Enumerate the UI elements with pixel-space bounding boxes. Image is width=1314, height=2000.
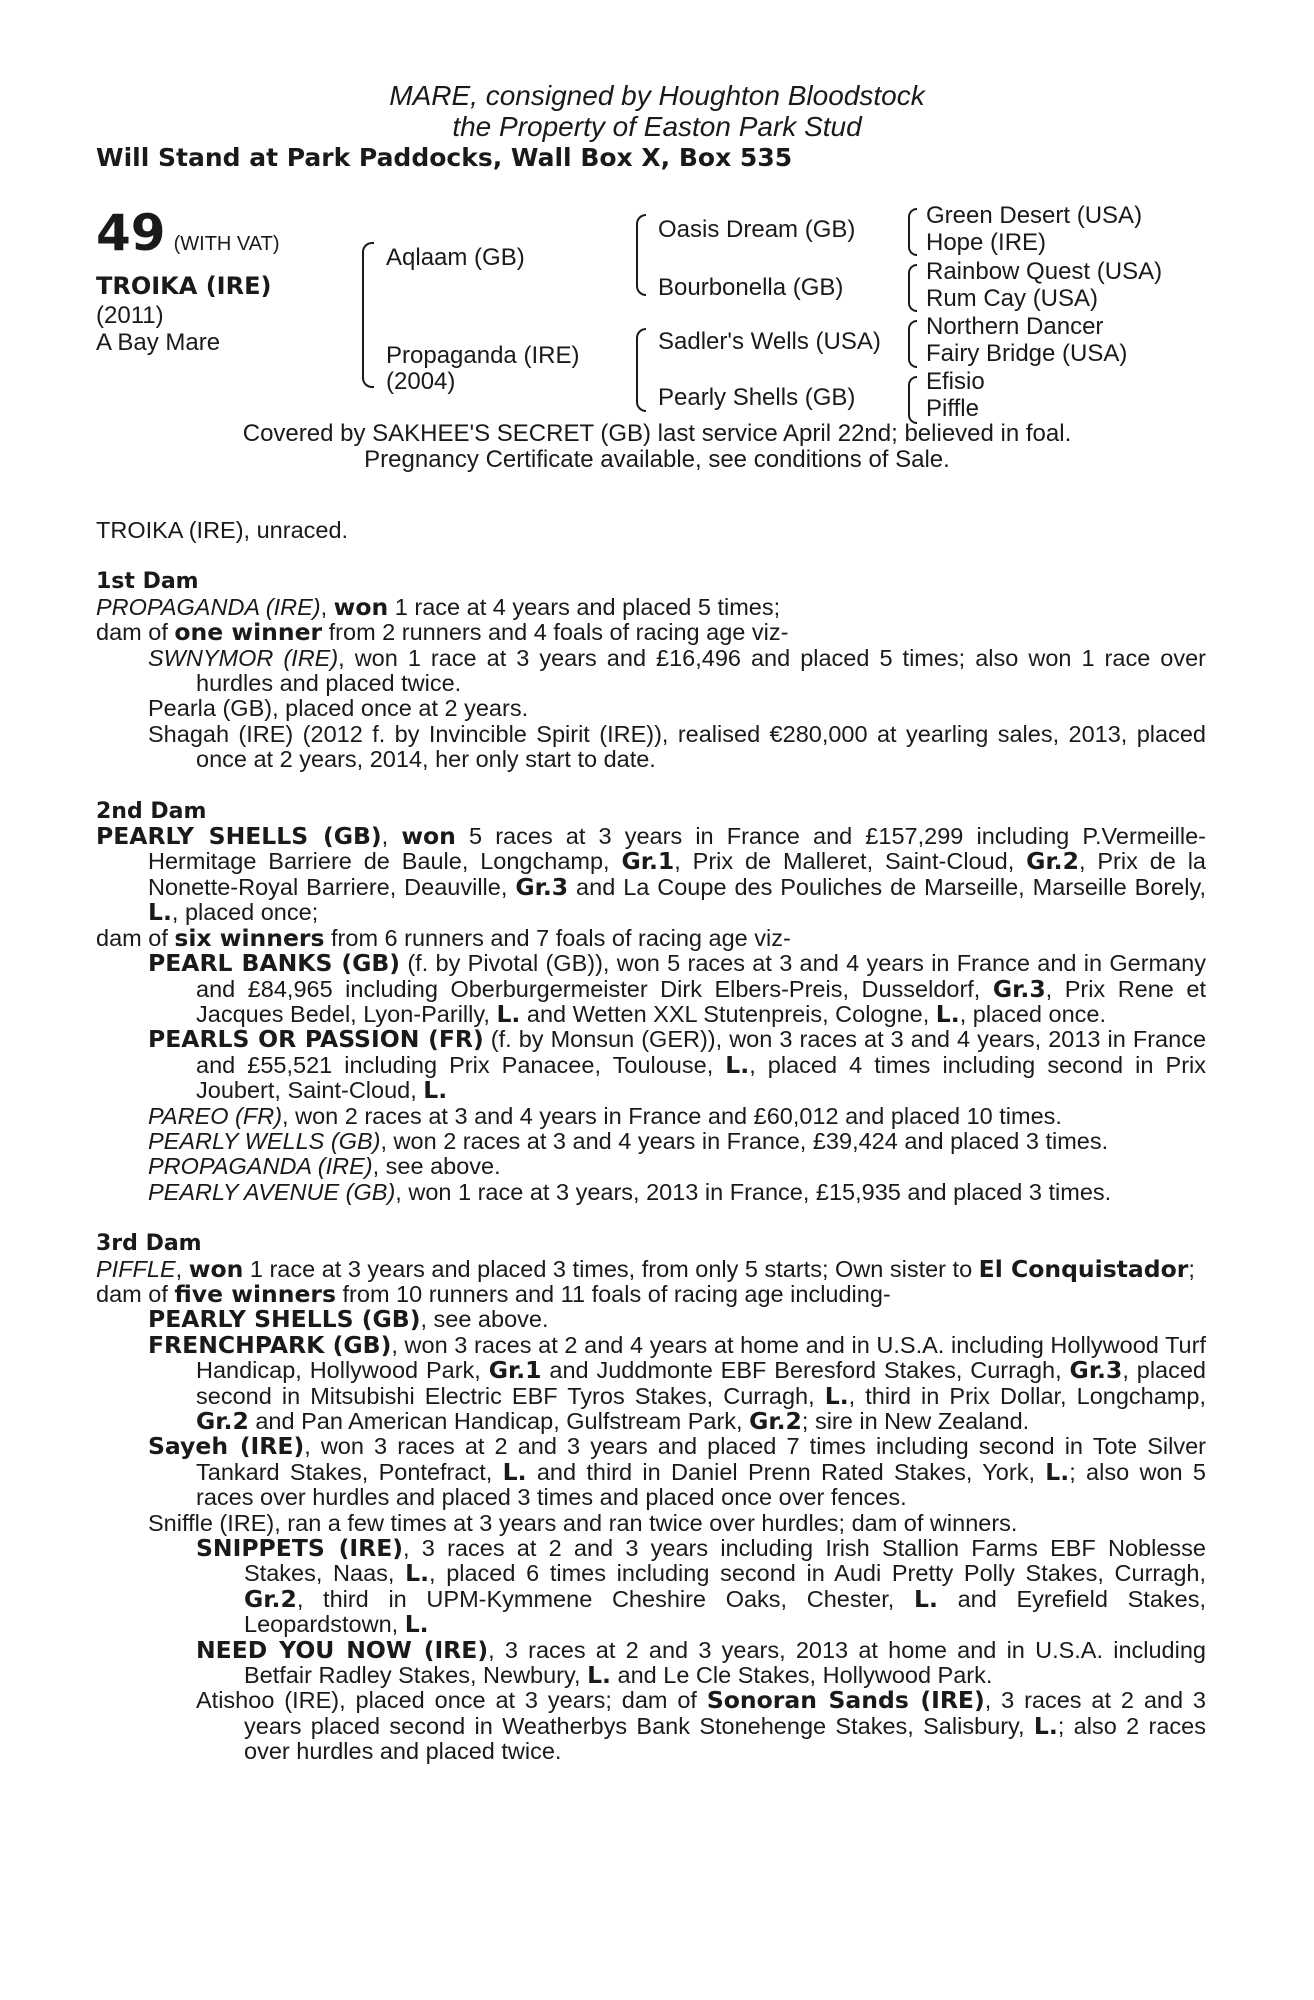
pedigree-brace-3c	[908, 320, 917, 368]
covered-line: Covered by SAKHEE'S SECRET (GB) last service April 22nd; believed in foal.	[242, 420, 1072, 447]
dam3-record: PIFFLE, won 1 race at 3 years and placed 3 times, from only 5 starts; Own sister to El Conquistador;	[96, 1254, 1195, 1283]
dam1-foal-2: Pearla (GB), placed once at 2 years.	[148, 695, 529, 722]
lot-number: 49	[96, 204, 166, 262]
dam2-foal-1: PEARL BANKS (GB) (f. by Pivotal (GB)), won 5 races at 3 and 4 years in France and in Germany and £84,965 including Oberburgermeister Dirk Elbers-Preis, Dusseldorf, Gr.3, Prix Rene et Jacques Bedel, Lyon-Parilly, L. and Wetten XXL Stutenpreis, Cologne, L., placed once.	[148, 949, 1206, 1028]
pedigree-dam-year: (2004)	[386, 368, 456, 395]
dam3-foal-5: Atishoo (IRE), placed once at 3 years; dam of Sonoran Sands (IRE), 3 races at 2 and 3 years placed second in Weatherbys Bank Stonehenge Stakes, Salisbury, L.; also 2 races over hurdles and placed twice.	[196, 1686, 1206, 1765]
unraced-line: TROIKA (IRE), unraced.	[96, 517, 349, 543]
dam1-produce: dam of one winner from 2 runners and 4 foals of racing age viz-	[96, 618, 789, 647]
dam3-foal-1: PEARLY SHELLS (GB), see above.	[148, 1305, 549, 1334]
location-line: Will Stand at Park Paddocks, Wall Box X, Box 535	[96, 143, 793, 172]
pedigree-sire: Aqlaam (GB)	[386, 244, 525, 271]
pedigree-brace-2b	[636, 328, 646, 412]
dam2-record: PEARLY SHELLS (GB), won 5 races at 3 years in France and £157,299 including P.Vermeille-Hermitage Barriere de Baule, Longchamp, Gr.1, Prix de Malleret, Saint-Cloud, Gr.2, Prix de la Nonette-Royal Barriere, Deauville, Gr.3 and La Coupe des Pouliches de Marseille, Marseille Borely, L., placed once;	[96, 822, 1207, 927]
pedigree-dss: Northern Dancer	[926, 313, 1104, 340]
pedigree-sss: Green Desert (USA)	[926, 202, 1143, 229]
pedigree-brace-3d	[908, 376, 917, 424]
property-line: the Property of Easton Park Stud	[452, 111, 862, 142]
dam2-foal-6: PEARLY AVENUE (GB), won 1 race at 3 years, 2013 in France, £15,935 and placed 3 times.	[148, 1178, 1112, 1205]
dam3-granddaughter-1: SNIPPETS (IRE), 3 races at 2 and 3 years including Irish Stallion Farms EBF Noblesse Stakes, Naas, L., placed 6 times including second in Audi Pretty Polly Stakes, Curragh, Gr.2, third in UPM-Kymmene Cheshire Oaks, Chester, L. and Eyrefield Stakes, Leopardstown, L.	[196, 1534, 1206, 1639]
dam3-foal-4: Sniffle (IRE), ran a few times at 3 years and ran twice over hurdles; dam of winners.	[148, 1509, 1018, 1536]
dam3-heading: 3rd Dam	[96, 1231, 202, 1257]
horse-name: TROIKA (IRE)	[96, 272, 272, 300]
dam1-record: PROPAGANDA (IRE), won 1 race at 4 years and placed 5 times;	[96, 592, 781, 621]
pedigree-dds: Efisio	[926, 368, 985, 395]
pedigree-brace-1	[362, 242, 374, 388]
dam3-produce: dam of five winners from 10 runners and 11 foals of racing age including-	[96, 1279, 891, 1308]
consignor-line: MARE, consigned by Houghton Bloodstock	[389, 80, 925, 111]
dam2-foal-2: PEARLS OR PASSION (FR) (f. by Monsun (GER)), won 3 races at 3 and 4 years, 2013 in France and £55,521 including Prix Panacee, Toulouse, L., placed 4 times including second in Prix Joubert, Saint-Cloud, L.	[148, 1025, 1207, 1105]
dam2-produce: dam of six winners from 6 runners and 7 foals of racing age viz-	[96, 923, 791, 952]
pedigree-brace-3a	[908, 208, 917, 256]
pregnancy-line: Pregnancy Certificate available, see conditions of Sale.	[364, 446, 950, 473]
dam3-granddaughter-2: NEED YOU NOW (IRE), 3 races at 2 and 3 years, 2013 at home and in U.S.A. including Betfair Radley Stakes, Newbury, L. and Le Cle Stakes, Hollywood Park.	[196, 1635, 1206, 1690]
foaling-year: (2011)	[96, 302, 164, 329]
pedigree-sire-dam: Bourbonella (GB)	[658, 274, 844, 301]
pedigree-dam-dam: Pearly Shells (GB)	[658, 384, 856, 411]
pedigree-dsd: Fairy Bridge (USA)	[926, 340, 1128, 367]
pedigree-dam: Propaganda (IRE)	[386, 342, 580, 369]
pedigree-sds: Rainbow Quest (USA)	[926, 258, 1163, 285]
dam2-heading: 2nd Dam	[96, 798, 207, 824]
pedigree-brace-3b	[908, 264, 917, 312]
dam1-foal-3: Shagah (IRE) (2012 f. by Invincible Spirit (IRE)), realised €280,000 at yearling sales, 2013, placed once at 2 years, 2014, her only start to date.	[148, 720, 1206, 773]
dam3-foal-2: FRENCHPARK (GB), won 3 races at 2 and 4 years at home and in U.S.A. including Hollywood Turf Handicap, Hollywood Park, Gr.1 and Juddmonte EBF Beresford Stakes, Curragh, Gr.3, placed second in Mitsubishi Electric EBF Tyros Stakes, Curragh, L., third in Prix Dollar, Longchamp, Gr.2 and Pan American Handicap, Gulfstream Park, Gr.2; sire in New Zealand.	[148, 1330, 1206, 1435]
pedigree-brace-2a	[636, 214, 646, 296]
lot-number-block	[96, 204, 280, 262]
pedigree-sdd: Rum Cay (USA)	[926, 285, 1099, 312]
pedigree-ssd: Hope (IRE)	[926, 229, 1047, 256]
dam2-foal-3: PAREO (FR), won 2 races at 3 and 4 years in France and £60,012 and placed 10 times.	[148, 1102, 1062, 1129]
dam1-heading: 1st Dam	[96, 569, 199, 595]
pedigree-dam-sire: Sadler's Wells (USA)	[658, 328, 881, 355]
produce-record	[96, 518, 1206, 1765]
vat-label: (WITH VAT)	[173, 233, 280, 255]
dam2-foal-5: PROPAGANDA (IRE), see above.	[148, 1153, 501, 1180]
pedigree-sire-sire: Oasis Dream (GB)	[658, 216, 856, 243]
dam3-foal-3: Sayeh (IRE), won 3 races at 2 and 3 years and placed 7 times including second in Tote Silver Tankard Stakes, Pontefract, L. and third in Daniel Prenn Rated Stakes, York, L.; also won 5 races over hurdles and placed 3 times and placed once over fences.	[148, 1432, 1206, 1511]
dam2-foal-4: PEARLY WELLS (GB), won 2 races at 3 and 4 years in France, £39,424 and placed 3 times.	[148, 1127, 1109, 1154]
dam1-foal-1: SWNYMOR (IRE), won 1 race at 3 years and £16,496 and placed 5 times; also won 1 race over hurdles and placed twice.	[148, 644, 1206, 697]
pedigree-ddd: Piffle	[926, 395, 979, 422]
horse-description: A Bay Mare	[96, 329, 221, 356]
